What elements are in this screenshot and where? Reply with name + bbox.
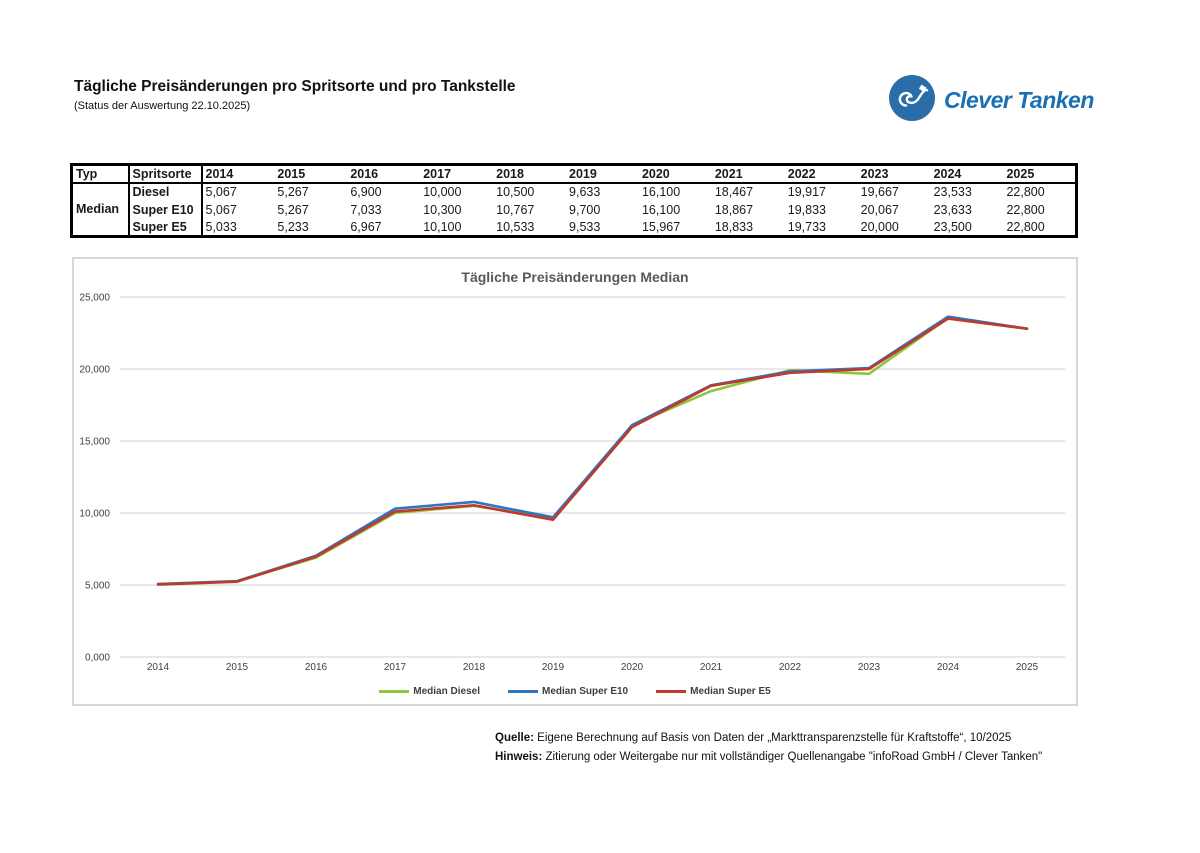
legend-label: Median Super E5 (690, 686, 771, 697)
svg-text:2015: 2015 (225, 662, 249, 673)
gridlines (120, 297, 1065, 657)
value-cell: 10,500 (496, 185, 535, 199)
svg-text:20,000: 20,000 (79, 364, 110, 376)
value-cell: 23,633 (933, 202, 972, 217)
year-header: 2016 (347, 165, 420, 183)
page-title: Tägliche Preisänderungen pro Spritsorte und pro Tankstelle (74, 78, 516, 95)
legend-swatch (656, 690, 686, 693)
value-cell: 19,667 (860, 185, 899, 199)
fuel-label-cell: Super E5 (129, 219, 202, 237)
line-chart (74, 259, 1076, 704)
value-cell: 20,067 (860, 202, 899, 217)
value-cell: 18,467 (714, 185, 754, 199)
svg-text:0,000: 0,000 (84, 652, 110, 664)
footer-notes (495, 729, 1042, 767)
value-cell: 19,917 (787, 185, 826, 199)
legend-item (379, 686, 480, 697)
legend-label: Median Diesel (413, 686, 480, 697)
value-cell: 22,800 (1006, 185, 1045, 199)
value-cell: 19,833 (787, 202, 826, 217)
year-header: 2014 (202, 165, 275, 183)
source-note (495, 729, 1042, 748)
brand-logo (888, 74, 1094, 127)
year-header: 2017 (420, 165, 493, 183)
value-cell: 9,633 (569, 185, 601, 199)
value-cell: 18,867 (714, 202, 754, 217)
svg-text:2016: 2016 (304, 662, 328, 673)
year-header: 2022 (785, 165, 858, 183)
value-cell: 23,533 (933, 185, 972, 199)
source-label: Quelle: (495, 732, 534, 744)
y-axis-labels (79, 293, 110, 664)
value-cell: 10,000 (423, 185, 462, 199)
value-cell: 16,100 (641, 185, 681, 199)
legend-item (656, 686, 771, 697)
median-table (70, 163, 1078, 238)
x-axis-labels (147, 662, 1039, 673)
spritsorte-header: Spritsorte (129, 165, 202, 183)
year-header: 2024 (931, 165, 1004, 183)
svg-text:2017: 2017 (383, 662, 407, 673)
svg-text:2021: 2021 (699, 662, 723, 673)
value-cell: 9,700 (569, 202, 601, 217)
svg-text:2019: 2019 (541, 662, 565, 673)
table-row (72, 183, 1077, 201)
value-cell: 23,500 (933, 219, 972, 234)
svg-text:2023: 2023 (857, 662, 881, 673)
value-cell: 9,533 (569, 219, 601, 234)
value-cell: 6,967 (350, 219, 382, 234)
svg-text:2022: 2022 (778, 662, 802, 673)
svg-text:10,000: 10,000 (79, 508, 110, 520)
usage-note (495, 748, 1042, 767)
chart-legend (74, 686, 1076, 697)
year-header: 2015 (274, 165, 347, 183)
source-text: Eigene Berechnung auf Basis von Daten der „Markttransparenzstelle für Kraftstoffe“, 10/2025 (533, 732, 1012, 744)
fuel-nozzle-at-icon (888, 74, 936, 127)
value-cell: 5,067 (205, 185, 237, 199)
svg-text:2018: 2018 (462, 662, 486, 673)
value-cell: 10,533 (496, 219, 535, 234)
series-line-median-super-e10 (158, 317, 1027, 584)
svg-text:2024: 2024 (936, 662, 960, 673)
year-header: 2020 (639, 165, 712, 183)
note-label: Hinweis: (495, 751, 543, 763)
series-line-median-super-e5 (158, 319, 1027, 585)
value-cell: 6,900 (350, 185, 382, 199)
legend-item (508, 686, 628, 697)
value-cell: 5,233 (277, 219, 309, 234)
value-cell: 22,800 (1006, 202, 1045, 217)
page-subtitle: (Status der Auswertung 22.10.2025) (74, 100, 251, 112)
typ-header: Typ (72, 165, 129, 183)
value-cell: 22,800 (1006, 219, 1045, 234)
value-cell: 20,000 (860, 219, 899, 234)
value-cell: 5,033 (205, 219, 237, 234)
value-cell: 10,300 (423, 202, 462, 217)
year-header: 2023 (858, 165, 931, 183)
table-row (72, 219, 1077, 237)
year-header: 2021 (712, 165, 785, 183)
year-header: 2018 (493, 165, 566, 183)
svg-text:25,000: 25,000 (79, 292, 110, 304)
value-cell: 16,100 (641, 202, 681, 217)
legend-label: Median Super E10 (541, 686, 629, 697)
median-table-wrap (70, 163, 1078, 238)
note-text: Zitierung oder Weitergabe nur mit vollständiger Quellenangabe "infoRoad GmbH / Clever Tanken" (542, 751, 1043, 763)
value-cell: 5,267 (277, 185, 309, 199)
year-header: 2025 (1003, 165, 1076, 183)
value-cell: 18,833 (714, 219, 754, 234)
value-cell: 10,767 (496, 202, 535, 217)
value-cell: 7,033 (350, 202, 382, 217)
legend-swatch (508, 690, 538, 693)
table-row (72, 201, 1077, 219)
series-line-median-diesel (158, 318, 1027, 584)
fuel-label-cell: Super E10 (129, 201, 202, 219)
value-cell: 10,100 (423, 219, 462, 234)
typ-group-cell: Median (72, 183, 129, 237)
value-cell: 5,067 (205, 202, 237, 217)
year-header: 2019 (566, 165, 639, 183)
svg-text:2014: 2014 (146, 662, 170, 673)
svg-text:5,000: 5,000 (84, 580, 110, 592)
chart-title: Tägliche Preisänderungen Median (461, 269, 689, 285)
value-cell: 15,967 (641, 219, 681, 234)
svg-text:2025: 2025 (1015, 662, 1039, 673)
table-header-row (72, 165, 1077, 183)
legend-swatch (379, 690, 409, 693)
svg-text:2020: 2020 (620, 662, 644, 673)
value-cell: 19,733 (787, 219, 826, 234)
svg-text:15,000: 15,000 (79, 436, 110, 448)
brand-name: Clever Tanken (944, 87, 1094, 113)
value-cell: 5,267 (277, 202, 309, 217)
fuel-label-cell: Diesel (129, 183, 202, 201)
chart-panel (72, 257, 1078, 706)
